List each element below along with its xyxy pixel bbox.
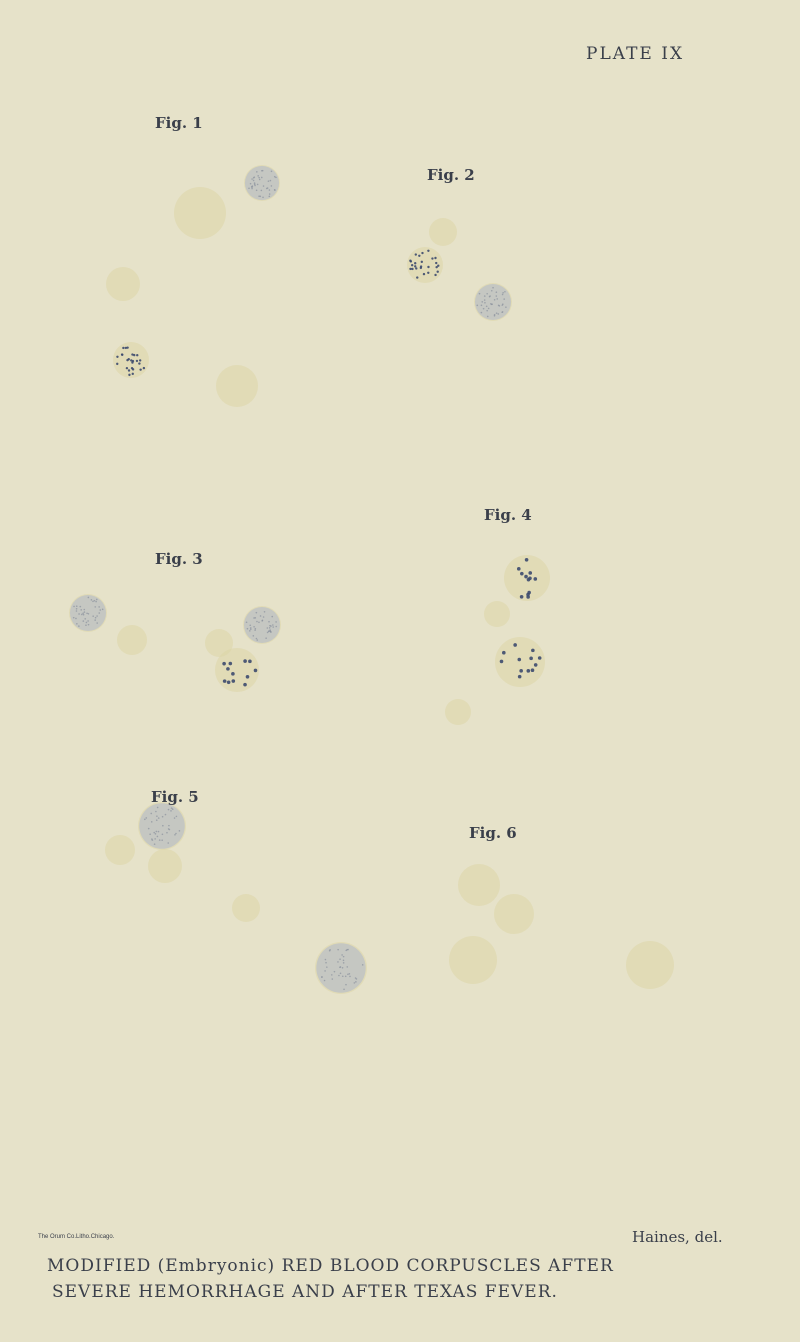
figure-label-2: Fig. 2 bbox=[427, 166, 475, 184]
blood-cell bbox=[445, 699, 471, 725]
blood-cell bbox=[138, 802, 186, 850]
figure-label-6: Fig. 6 bbox=[469, 824, 517, 842]
blood-cell bbox=[458, 864, 500, 906]
blood-cell bbox=[148, 849, 182, 883]
blood-cell bbox=[232, 894, 260, 922]
figure-label-3: Fig. 3 bbox=[155, 550, 203, 568]
artist-credit: Haines, del. bbox=[632, 1228, 723, 1246]
blood-cell bbox=[626, 941, 674, 989]
blood-cell bbox=[105, 835, 135, 865]
blood-cell bbox=[113, 342, 149, 378]
blood-cell bbox=[504, 555, 550, 601]
blood-cell bbox=[243, 606, 281, 644]
blood-cell bbox=[69, 594, 107, 632]
plate-number: PLATE IX bbox=[586, 44, 685, 64]
figure-label-5: Fig. 5 bbox=[151, 788, 199, 806]
blood-cell bbox=[315, 942, 367, 994]
blood-cell bbox=[474, 283, 512, 321]
blood-cell bbox=[174, 187, 226, 239]
blood-cell bbox=[106, 267, 140, 301]
blood-cell bbox=[449, 936, 497, 984]
blood-cell bbox=[117, 625, 147, 655]
caption-line-1: MODIFIED (Embryonic) RED BLOOD CORPUSCLES AFTER bbox=[47, 1256, 614, 1276]
figure-label-1: Fig. 1 bbox=[155, 114, 203, 132]
blood-cell bbox=[407, 247, 443, 283]
blood-cell bbox=[205, 629, 233, 657]
caption-line-2: SEVERE HEMORRHAGE AND AFTER TEXAS FEVER. bbox=[52, 1282, 558, 1302]
blood-cell bbox=[494, 894, 534, 934]
figure-label-4: Fig. 4 bbox=[484, 506, 532, 524]
blood-cell bbox=[216, 365, 258, 407]
blood-cell bbox=[429, 218, 457, 246]
blood-cell bbox=[244, 165, 280, 201]
blood-cell bbox=[484, 601, 510, 627]
printer-credit: The Orum Co.Litho.Chicago. bbox=[38, 1234, 115, 1240]
blood-cell bbox=[495, 637, 545, 687]
